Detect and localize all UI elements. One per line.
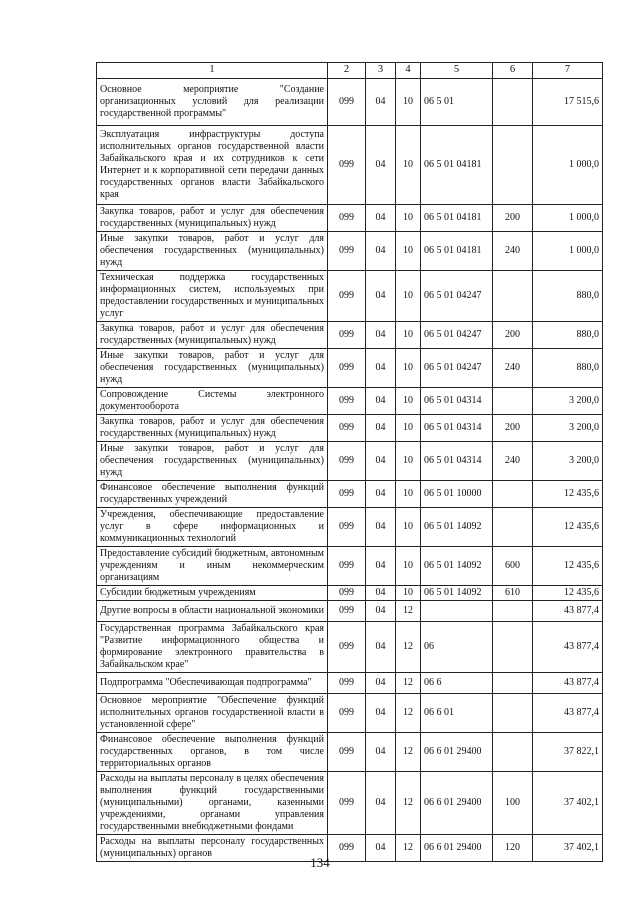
row-expense-type: 600 xyxy=(493,547,533,586)
row-amount: 37 822,1 xyxy=(533,733,603,772)
table-row xyxy=(97,271,603,322)
table-row xyxy=(97,733,603,772)
table-row xyxy=(97,415,603,442)
row-ministry-code: 099 xyxy=(328,322,366,349)
row-subsection: 10 xyxy=(396,79,421,126)
row-ministry-code: 099 xyxy=(328,79,366,126)
row-ministry-code: 099 xyxy=(328,232,366,271)
row-subsection: 12 xyxy=(396,772,421,835)
row-section: 04 xyxy=(366,79,396,126)
row-target-item: 06 5 01 14092 xyxy=(421,508,493,547)
row-target-item: 06 5 01 14092 xyxy=(421,586,493,601)
row-ministry-code: 099 xyxy=(328,442,366,481)
row-subsection: 10 xyxy=(396,388,421,415)
row-subsection: 10 xyxy=(396,547,421,586)
row-name: Финансовое обеспечение выполнения функций государственных органов, в том числе территориальных органов xyxy=(97,733,328,772)
table-row xyxy=(97,622,603,673)
row-section: 04 xyxy=(366,322,396,349)
row-section: 04 xyxy=(366,673,396,694)
row-ministry-code: 099 xyxy=(328,694,366,733)
table-row xyxy=(97,442,603,481)
row-amount: 880,0 xyxy=(533,349,603,388)
row-amount: 43 877,4 xyxy=(533,601,603,622)
row-expense-type: 200 xyxy=(493,415,533,442)
row-amount: 17 515,6 xyxy=(533,79,603,126)
row-expense-type: 100 xyxy=(493,772,533,835)
header-col-3: 3 xyxy=(366,63,396,79)
row-subsection: 10 xyxy=(396,205,421,232)
row-target-item: 06 5 01 04247 xyxy=(421,322,493,349)
table-row xyxy=(97,673,603,694)
row-expense-type xyxy=(493,271,533,322)
row-subsection: 10 xyxy=(396,349,421,388)
row-subsection: 12 xyxy=(396,601,421,622)
row-subsection: 12 xyxy=(396,694,421,733)
row-expense-type: 240 xyxy=(493,442,533,481)
row-expense-type xyxy=(493,601,533,622)
row-amount: 37 402,1 xyxy=(533,835,603,862)
row-name: Иные закупки товаров, работ и услуг для обеспечения государственных (муниципальных) нужд xyxy=(97,232,328,271)
row-amount: 3 200,0 xyxy=(533,442,603,481)
table-row xyxy=(97,694,603,733)
row-expense-type: 200 xyxy=(493,322,533,349)
row-ministry-code: 099 xyxy=(328,586,366,601)
row-expense-type: 120 xyxy=(493,835,533,862)
row-expense-type xyxy=(493,673,533,694)
row-subsection: 10 xyxy=(396,481,421,508)
row-name: Учреждения, обеспечивающие предоставление услуг в сфере информационных и коммуникационных технологий xyxy=(97,508,328,547)
table-row xyxy=(97,126,603,205)
row-ministry-code: 099 xyxy=(328,601,366,622)
row-target-item: 06 xyxy=(421,622,493,673)
table-row xyxy=(97,349,603,388)
table-row xyxy=(97,508,603,547)
row-ministry-code: 099 xyxy=(328,388,366,415)
row-expense-type: 240 xyxy=(493,349,533,388)
row-name: Расходы на выплаты персоналу в целях обеспечения выполнения функций государственными (муниципальными) органами, казенными учреждениями, органами управления государственными внебюджетными фондами xyxy=(97,772,328,835)
header-col-6: 6 xyxy=(493,63,533,79)
table-row xyxy=(97,586,603,601)
page-number: 134 xyxy=(310,855,330,870)
row-ministry-code: 099 xyxy=(328,835,366,862)
table-row xyxy=(97,232,603,271)
row-subsection: 12 xyxy=(396,673,421,694)
row-name: Финансовое обеспечение выполнения функций государственных учреждений xyxy=(97,481,328,508)
table-row xyxy=(97,772,603,835)
row-ministry-code: 099 xyxy=(328,547,366,586)
header-col-4: 4 xyxy=(396,63,421,79)
row-ministry-code: 099 xyxy=(328,673,366,694)
row-name: Расходы на выплаты персоналу государственных (муниципальных) органов xyxy=(97,835,328,862)
row-section: 04 xyxy=(366,694,396,733)
row-target-item: 06 5 01 04181 xyxy=(421,126,493,205)
row-target-item: 06 5 01 10000 xyxy=(421,481,493,508)
row-target-item: 06 6 01 29400 xyxy=(421,772,493,835)
row-amount: 880,0 xyxy=(533,322,603,349)
header-col-5: 5 xyxy=(421,63,493,79)
row-target-item: 06 5 01 04181 xyxy=(421,232,493,271)
row-amount: 43 877,4 xyxy=(533,673,603,694)
row-name: Техническая поддержка государственных информационных систем, используемых при предоставлении государственных и муниципальных услуг xyxy=(97,271,328,322)
row-expense-type xyxy=(493,126,533,205)
row-ministry-code: 099 xyxy=(328,772,366,835)
table-row xyxy=(97,481,603,508)
row-section: 04 xyxy=(366,349,396,388)
row-amount: 43 877,4 xyxy=(533,622,603,673)
header-col-1: 1 xyxy=(97,63,328,79)
row-target-item: 06 5 01 04247 xyxy=(421,349,493,388)
table-header xyxy=(97,63,603,79)
row-subsection: 10 xyxy=(396,232,421,271)
row-subsection: 10 xyxy=(396,271,421,322)
row-name: Подпрограмма "Обеспечивающая подпрограмма" xyxy=(97,673,328,694)
row-amount: 37 402,1 xyxy=(533,772,603,835)
row-amount: 1 000,0 xyxy=(533,126,603,205)
row-name: Закупка товаров, работ и услуг для обеспечения государственных (муниципальных) нужд xyxy=(97,205,328,232)
budget-table xyxy=(96,62,603,862)
row-ministry-code: 099 xyxy=(328,508,366,547)
row-name: Основное мероприятие "Создание организационных условий для реализации государственной программы" xyxy=(97,79,328,126)
row-section: 04 xyxy=(366,733,396,772)
row-section: 04 xyxy=(366,415,396,442)
row-expense-type xyxy=(493,388,533,415)
row-section: 04 xyxy=(366,232,396,271)
row-name: Предоставление субсидий бюджетным, автономным учреждениям и иным некоммерческим организациям xyxy=(97,547,328,586)
row-section: 04 xyxy=(366,126,396,205)
row-ministry-code: 099 xyxy=(328,126,366,205)
row-expense-type: 200 xyxy=(493,205,533,232)
row-subsection: 10 xyxy=(396,442,421,481)
row-expense-type xyxy=(493,79,533,126)
row-ministry-code: 099 xyxy=(328,622,366,673)
row-ministry-code: 099 xyxy=(328,481,366,508)
row-section: 04 xyxy=(366,547,396,586)
row-expense-type: 240 xyxy=(493,232,533,271)
row-target-item: 06 5 01 04314 xyxy=(421,415,493,442)
row-amount: 12 435,6 xyxy=(533,508,603,547)
row-section: 04 xyxy=(366,586,396,601)
row-target-item: 06 5 01 14092 xyxy=(421,547,493,586)
row-amount: 12 435,6 xyxy=(533,547,603,586)
row-target-item: 06 6 01 29400 xyxy=(421,733,493,772)
row-expense-type xyxy=(493,733,533,772)
row-name: Сопровождение Системы электронного документооборота xyxy=(97,388,328,415)
row-name: Закупка товаров, работ и услуг для обеспечения государственных (муниципальных) нужд xyxy=(97,415,328,442)
row-name: Иные закупки товаров, работ и услуг для обеспечения государственных (муниципальных) нужд xyxy=(97,442,328,481)
row-expense-type xyxy=(493,622,533,673)
row-amount: 43 877,4 xyxy=(533,694,603,733)
row-target-item: 06 5 01 xyxy=(421,79,493,126)
row-target-item xyxy=(421,601,493,622)
row-section: 04 xyxy=(366,481,396,508)
row-subsection: 10 xyxy=(396,322,421,349)
row-expense-type xyxy=(493,508,533,547)
row-name: Закупка товаров, работ и услуг для обеспечения государственных (муниципальных) нужд xyxy=(97,322,328,349)
table-row xyxy=(97,388,603,415)
row-amount: 12 435,6 xyxy=(533,481,603,508)
row-ministry-code: 099 xyxy=(328,349,366,388)
row-ministry-code: 099 xyxy=(328,733,366,772)
row-ministry-code: 099 xyxy=(328,205,366,232)
table-row xyxy=(97,205,603,232)
header-col-7: 7 xyxy=(533,63,603,79)
row-name: Субсидии бюджетным учреждениям xyxy=(97,586,328,601)
row-expense-type xyxy=(493,481,533,508)
row-section: 04 xyxy=(366,622,396,673)
row-target-item: 06 6 xyxy=(421,673,493,694)
header-col-2: 2 xyxy=(328,63,366,79)
row-target-item: 06 5 01 04181 xyxy=(421,205,493,232)
row-section: 04 xyxy=(366,271,396,322)
row-subsection: 10 xyxy=(396,415,421,442)
row-target-item: 06 5 01 04314 xyxy=(421,442,493,481)
row-name: Государственная программа Забайкальского края "Развитие информационного общества и формирование электронного правительства в Забайкальском крае" xyxy=(97,622,328,673)
row-section: 04 xyxy=(366,772,396,835)
row-target-item: 06 6 01 xyxy=(421,694,493,733)
row-name: Другие вопросы в области национальной экономики xyxy=(97,601,328,622)
row-section: 04 xyxy=(366,205,396,232)
row-amount: 3 200,0 xyxy=(533,388,603,415)
row-target-item: 06 6 01 29400 xyxy=(421,835,493,862)
row-ministry-code: 099 xyxy=(328,271,366,322)
row-amount: 12 435,6 xyxy=(533,586,603,601)
table-row xyxy=(97,601,603,622)
row-target-item: 06 5 01 04247 xyxy=(421,271,493,322)
row-subsection: 12 xyxy=(396,835,421,862)
table-body xyxy=(97,79,603,862)
row-amount: 880,0 xyxy=(533,271,603,322)
row-ministry-code: 099 xyxy=(328,415,366,442)
table-row xyxy=(97,322,603,349)
row-subsection: 10 xyxy=(396,586,421,601)
row-subsection: 10 xyxy=(396,508,421,547)
row-amount: 1 000,0 xyxy=(533,205,603,232)
row-section: 04 xyxy=(366,442,396,481)
row-expense-type: 610 xyxy=(493,586,533,601)
row-amount: 1 000,0 xyxy=(533,232,603,271)
row-subsection: 12 xyxy=(396,622,421,673)
row-expense-type xyxy=(493,694,533,733)
table-row xyxy=(97,547,603,586)
row-target-item: 06 5 01 04314 xyxy=(421,388,493,415)
row-subsection: 10 xyxy=(396,126,421,205)
row-section: 04 xyxy=(366,508,396,547)
row-section: 04 xyxy=(366,835,396,862)
row-name: Иные закупки товаров, работ и услуг для обеспечения государственных (муниципальных) нужд xyxy=(97,349,328,388)
row-amount: 3 200,0 xyxy=(533,415,603,442)
row-name: Основное мероприятие "Обеспечение функций исполнительных органов государственной власти в установленной сфере" xyxy=(97,694,328,733)
row-subsection: 12 xyxy=(396,733,421,772)
row-section: 04 xyxy=(366,601,396,622)
row-name: Эксплуатация инфраструктуры доступа исполнительных органов государственной власти Забайкальского края и их сотрудников к сети Интернет и к корпоративной сети передачи данных государственных органов власти Забайкальского края xyxy=(97,126,328,205)
table-row xyxy=(97,79,603,126)
row-section: 04 xyxy=(366,388,396,415)
